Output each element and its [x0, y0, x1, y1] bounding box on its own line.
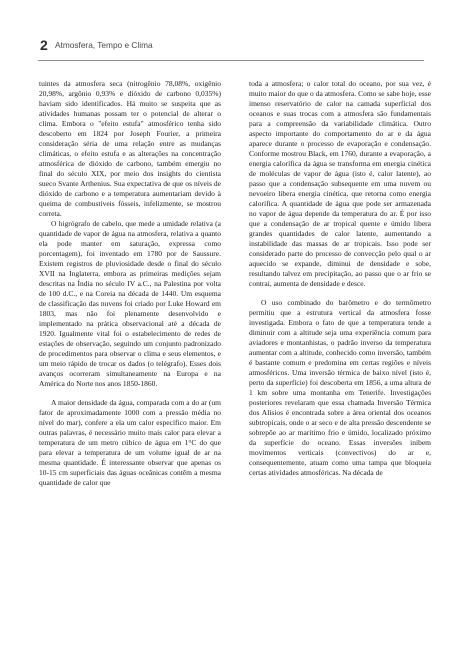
paragraph: A maior densidade da água, comparada com a do ar (um fator de aproximadamente 1000 com a pressão média no nível do mar), confere a ela um calor específico maior. Em outras palavras, é necessário muito mais calor para elevar a temperatura de um metro cúbico de água em 1°C do que para elevar a temperatura de um volume igual de ar na mesma quantidade. É interessante observar que apenas os 10-15 cm superficiais das águas oceânicas contêm a mesma quantidade de calor que: [39, 398, 221, 487]
paragraph: tuintes da atmosfera seca (nitrogênio 78,08%, oxigênio 20,98%, argônio 0,93% e dióxido de carbono 0,035%) haviam sido identificados. Há muito se suspeita que as atividades humanas possam ter o potencial de alterar o clima. Embora o "efeito estufa" atmosférico tenha sido descoberto em 1824 por Joseph Fourier, a primeira consideração séria de uma relação entre as mudanças climáticas, o efeito estufa e as alterações na concentração atmosférica de dióxido de carbono, também emergiu no final do século XIX, por meio dos insights do cientista sueco Svante Arthenius. Sua expectativa de que os níveis de dióxido de carbono e a temperatura aumentariam devido à queima de combustíveis fósseis, infelizmente, se mostrou correta.: [39, 79, 221, 218]
paragraph: O higrógrafo de cabelo, que mede a umidade relativa (a quantidade de vapor de água na atmosfera, relativa a quanto ela pode manter em saturação, expressa como porcentagem), foi inventado em 1780 por de Saussure. Existem registros de pluviosidade desde o final do século XVII na Inglaterra, embora as primeiras medições sejam descritas na Índia no século IV a.C., na Palestina por volta de 100 d.C., e na Coreia na década de 1440. Um esquema de classificação das nuvens foi criado por Luke Howard em 1803, mas não foi plenamente desenvolvido e implementado na prática observacional até a década de 1920. Igualmente vital foi o estabelecimento de redes de estações de observação, seguindo um conjunto padronizado de procedimentos para observar o clima e seus elementos, e um meio rápido de trocar os dados (o telégrafo). Esses dois avanços ocorreram simultaneamente na Europa e na América do Norte nos anos 1850-1860.: [39, 219, 221, 388]
header-rule: [38, 60, 424, 61]
paragraph: O uso combinado do barômetro e do termômetro permitiu que a estrutura vertical da atmosfera fosse investigada. Embora o fato de que a temperatura tende a diminuir com a altitude seja uma experiência comum para aviadores e montanhistas, o padrão inverso da temperatura aumentar com a altitude, conhecido como inversão, também é bastante comum e predomina em certas regiões e níveis atmosféricos. Uma inversão térmica de baixo nível (isto é, perto da superfície) foi descoberta em 1856, a uma altura de 1 km sobre uma montanha em Tenerife. Investigações posteriores revelaram que essa chamada Inversão Térmica dos Alísios é encontrada sobre a área oriental dos oceanos subtropicais, onde o ar seco e de alta pressão descendente se sobrepõe ao ar marítimo frio e úmido, localizado próximo da superfície do oceano. Essas inversões inibem movimentos verticais (convectivos) do ar e, consequentemente, atuam como uma tampa que bloqueia certas atividades atmosféricas. Na década de: [249, 298, 431, 477]
page-number: 2: [40, 37, 48, 53]
running-title: Atmosfera, Tempo e Clima: [55, 40, 153, 50]
right-column: [249, 79, 431, 478]
left-column: [39, 79, 221, 488]
paragraph: toda a atmosfera; o calor total do oceano, por sua vez, é muito maior do que o da atmosfera. Como se sabe hoje, esse imenso reservatório de calor na camada superficial dos oceanos e suas trocas com a atmosfera são fundamentais para a compreensão da variabilidade climática. Outro aspecto importante do comportamento do ar e da água aparece durante o processo de evaporação e condensação. Conforme mostrou Black, em 1760, durante a evaporação, a energia calorífica da água se transforma em energia cinética de moléculas de vapor de água (isto é, calor latente), ao passo que a condensação subsequente em uma nuvem ou nevoeiro libera energia cinética, que retorna como energia calorífica. A quantidade de água que pode ser armazenada no vapor de água depende da temperatura do ar. É por isso que a condensação de ar tropical quente e úmido libera grandes quantidades de calor latente, aumentando a instabilidade das massas de ar tropicais. Isso pode ser considerado parte do processo de convecção pelo qual o ar aquecido se expande, diminui de densidade e sobe, resultando talvez em precipitação, ao passo que o ar frio se contrai, aumenta de densidade e desce.: [249, 79, 431, 288]
page-header: [40, 37, 440, 54]
